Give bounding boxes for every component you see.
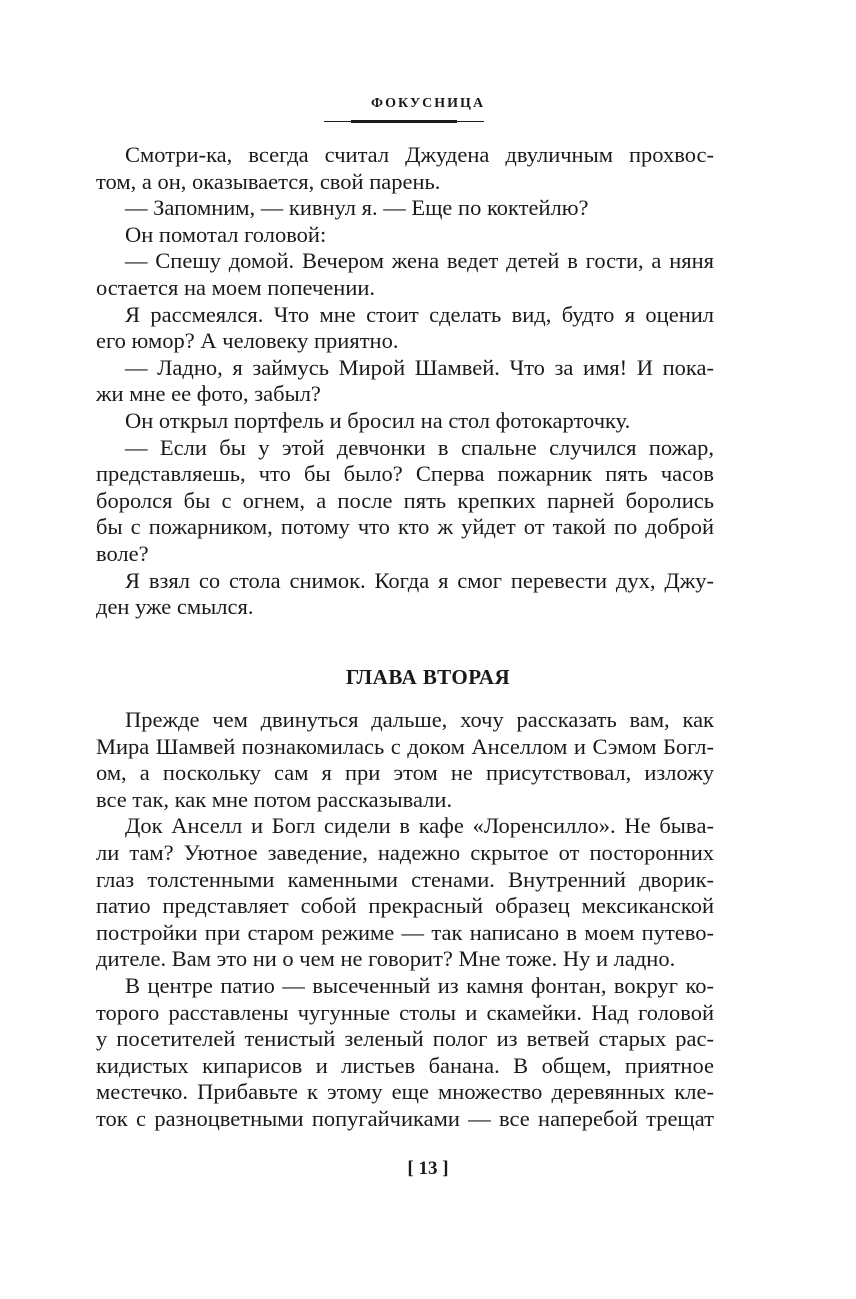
text-line: все так, как мне потом рассказывали. <box>96 786 453 812</box>
text-line: патио представляет собой прекрасный образец мексиканской <box>96 893 714 919</box>
text-line: остается на моем попечении. <box>96 274 376 300</box>
header-rule-accent <box>351 120 457 123</box>
text-line: его юмор? А человеку приятно. <box>96 328 399 354</box>
page-number: [ 13 ] <box>407 1158 449 1179</box>
text-line: постройки при старом режиме — так написано в моем путево- <box>96 919 714 945</box>
text-block-1 <box>96 142 714 621</box>
text-line: Док Анселл и Богл сидели в кафе «Лоренсилло». Не бывa- <box>125 813 714 839</box>
text-line: ден уже смылся. <box>96 594 254 620</box>
text-line: кидистых кипарисов и листьев банана. В общем, приятное <box>96 1052 714 1078</box>
text-line: воле? <box>96 540 149 566</box>
text-line: представляешь, что бы было? Сперва пожарник пять часов <box>96 461 714 487</box>
text-line: том, а он, оказывается, свой парень. <box>96 168 441 194</box>
text-line: глаз толстенными каменными стенами. Внутренний дворик- <box>96 866 714 892</box>
text-line: местечко. Прибавьте к этому еще множество деревянных кле- <box>96 1079 714 1105</box>
text-line: ли там? Уютное заведение, надежно скрытое от посторонних <box>96 839 714 865</box>
running-head-title: ФОКУСНИЦА <box>370 96 486 111</box>
text-line: — Если бы у этой девчонки в спальне случился пожар, <box>125 434 714 460</box>
text-line: торого расставлены чугунные столы и скамейки. Над головой <box>96 999 714 1025</box>
text-line: дителе. Вам это ни о чем не говорит? Мне тоже. Ну и ладно. <box>96 946 676 972</box>
text-line: Я рассмеялся. Что мне стоит сделать вид, будто я оценил <box>125 301 714 327</box>
text-line: ом, а поскольку сам я при этом не присутствовал, изложу <box>96 760 714 786</box>
chapter-heading: ГЛАВА ВТОРАЯ <box>345 665 511 689</box>
text-line: Прежде чем двинуться дальше, хочу рассказать вам, как <box>125 707 714 732</box>
text-line: Он открыл портфель и бросил на стол фотокарточку. <box>125 407 631 433</box>
text-line: — Спешу домой. Вечером жена ведет детей в гости, а няня <box>125 248 714 274</box>
text-block-2 <box>96 707 714 1133</box>
text-line: Смотри-ка, всегда считал Джудена двуличным прохвос- <box>125 142 714 167</box>
text-line: — Запомним, — кивнул я. — Еще по коктейлю? <box>125 195 589 221</box>
text-line: у посетителей тенистый зеленый полог из ветвей старых рас- <box>96 1026 714 1052</box>
text-line: Мира Шамвей познакомилась с доком Анселлом и Сэмом Богл- <box>96 733 714 759</box>
text-line: ток с разноцветными попугайчиками — все наперебой трещат <box>96 1105 714 1131</box>
text-line: В центре патио — высеченный из камня фонтан, вокруг ко- <box>125 972 714 998</box>
text-line: бы с пожарником, потому что кто ж уйдет от такой по доброй <box>96 514 714 540</box>
text-line: Я взял со стола снимок. Когда я смог перевести дух, Джу- <box>125 567 714 593</box>
text-line: жи мне ее фото, забыл? <box>96 381 321 407</box>
text-line: — Ладно, я займусь Мирой Шамвей. Что за имя! И пока- <box>125 354 714 380</box>
text-line: Он помотал головой: <box>125 221 327 247</box>
text-line: боролся бы с огнем, а после пять крепких парней боролись <box>96 487 714 513</box>
